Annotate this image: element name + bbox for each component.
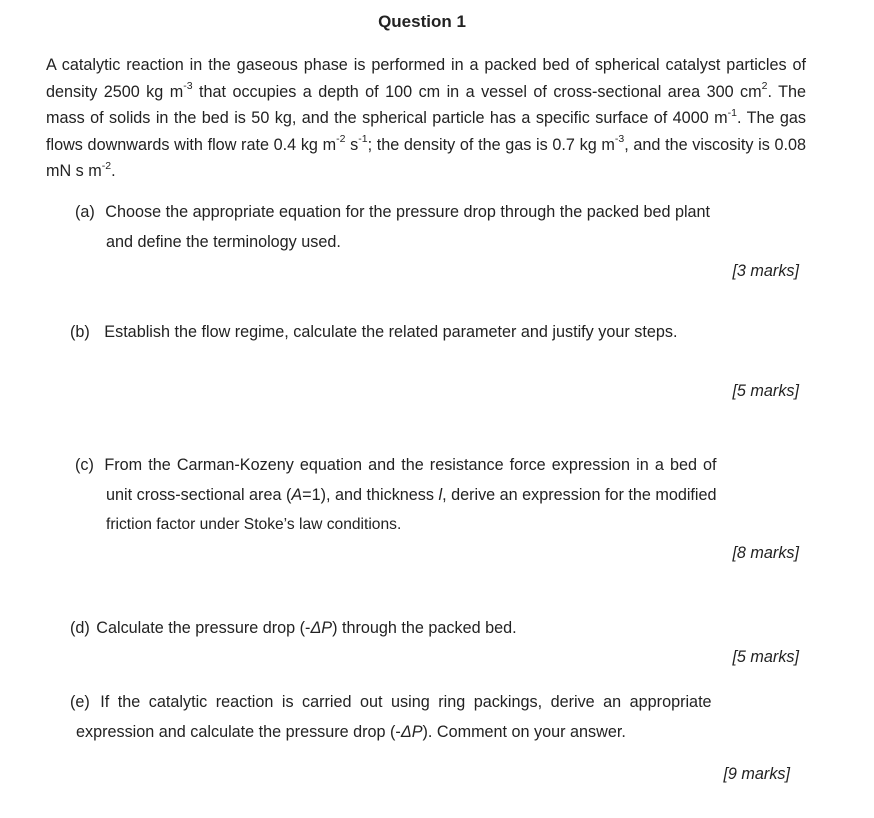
part-c-marks: [8 marks]	[732, 544, 799, 562]
part-c-line3: friction factor under Stoke’s law conditions.	[106, 516, 402, 533]
part-a-line1: Choose the appropriate equation for the pressure drop through the packed bed plant	[105, 203, 711, 221]
part-d-line1: Calculate the pressure drop (-ΔP) through the packed bed.	[96, 619, 517, 637]
part-e	[70, 687, 712, 717]
part-d	[70, 613, 517, 643]
part-c-label: (c)	[75, 456, 94, 474]
part-c-line2: unit cross-sectional area (A=1), and thickness l, derive an expression for the modified	[106, 486, 717, 504]
part-a	[75, 197, 710, 227]
part-d-marks: [5 marks]	[732, 648, 799, 666]
part-b-line1: Establish the flow regime, calculate the related parameter and justify your steps.	[104, 323, 678, 341]
part-b-label: (b)	[70, 323, 90, 341]
part-e-marks: [9 marks]	[723, 765, 790, 783]
part-e-label: (e)	[70, 693, 90, 711]
part-b-marks: [5 marks]	[732, 382, 799, 400]
part-e-line2: expression and calculate the pressure drop (-ΔP). Comment on your answer.	[76, 723, 626, 741]
part-b	[70, 317, 677, 347]
question-title: Question 1	[378, 12, 466, 31]
part-c-line1: From the Carman-Kozeny equation and the resistance force expression in a bed of	[104, 456, 717, 474]
part-a-line2: and define the terminology used.	[106, 233, 341, 251]
part-d-label: (d)	[70, 619, 90, 637]
question-intro: A catalytic reaction in the gaseous phase is performed in a packed bed of spherical catalyst particles of density 2500 kg $m^{-3}$ that occupies a depth of 100 cm in a vessel of cross-sectional area 300 $cm^2$. The mass of solids in the bed is 50 kg, and the spherical particle has a specific surface of 4000 $m^{-1}$. The gas flows downwards with flow rate 0.4 kg $m^{-2}$ $s^{-1}$; the density of the gas is 0.7 kg $m^{-3}$, and the viscosity is 0.08 mN s $m^{-2}$.	[46, 56, 806, 180]
part-a-marks: [3 marks]	[732, 262, 799, 280]
part-c	[75, 450, 717, 480]
part-e-line1: If the catalytic reaction is carried out using ring packings, derive an appropriate	[100, 693, 712, 711]
part-a-label: (a)	[75, 203, 95, 221]
